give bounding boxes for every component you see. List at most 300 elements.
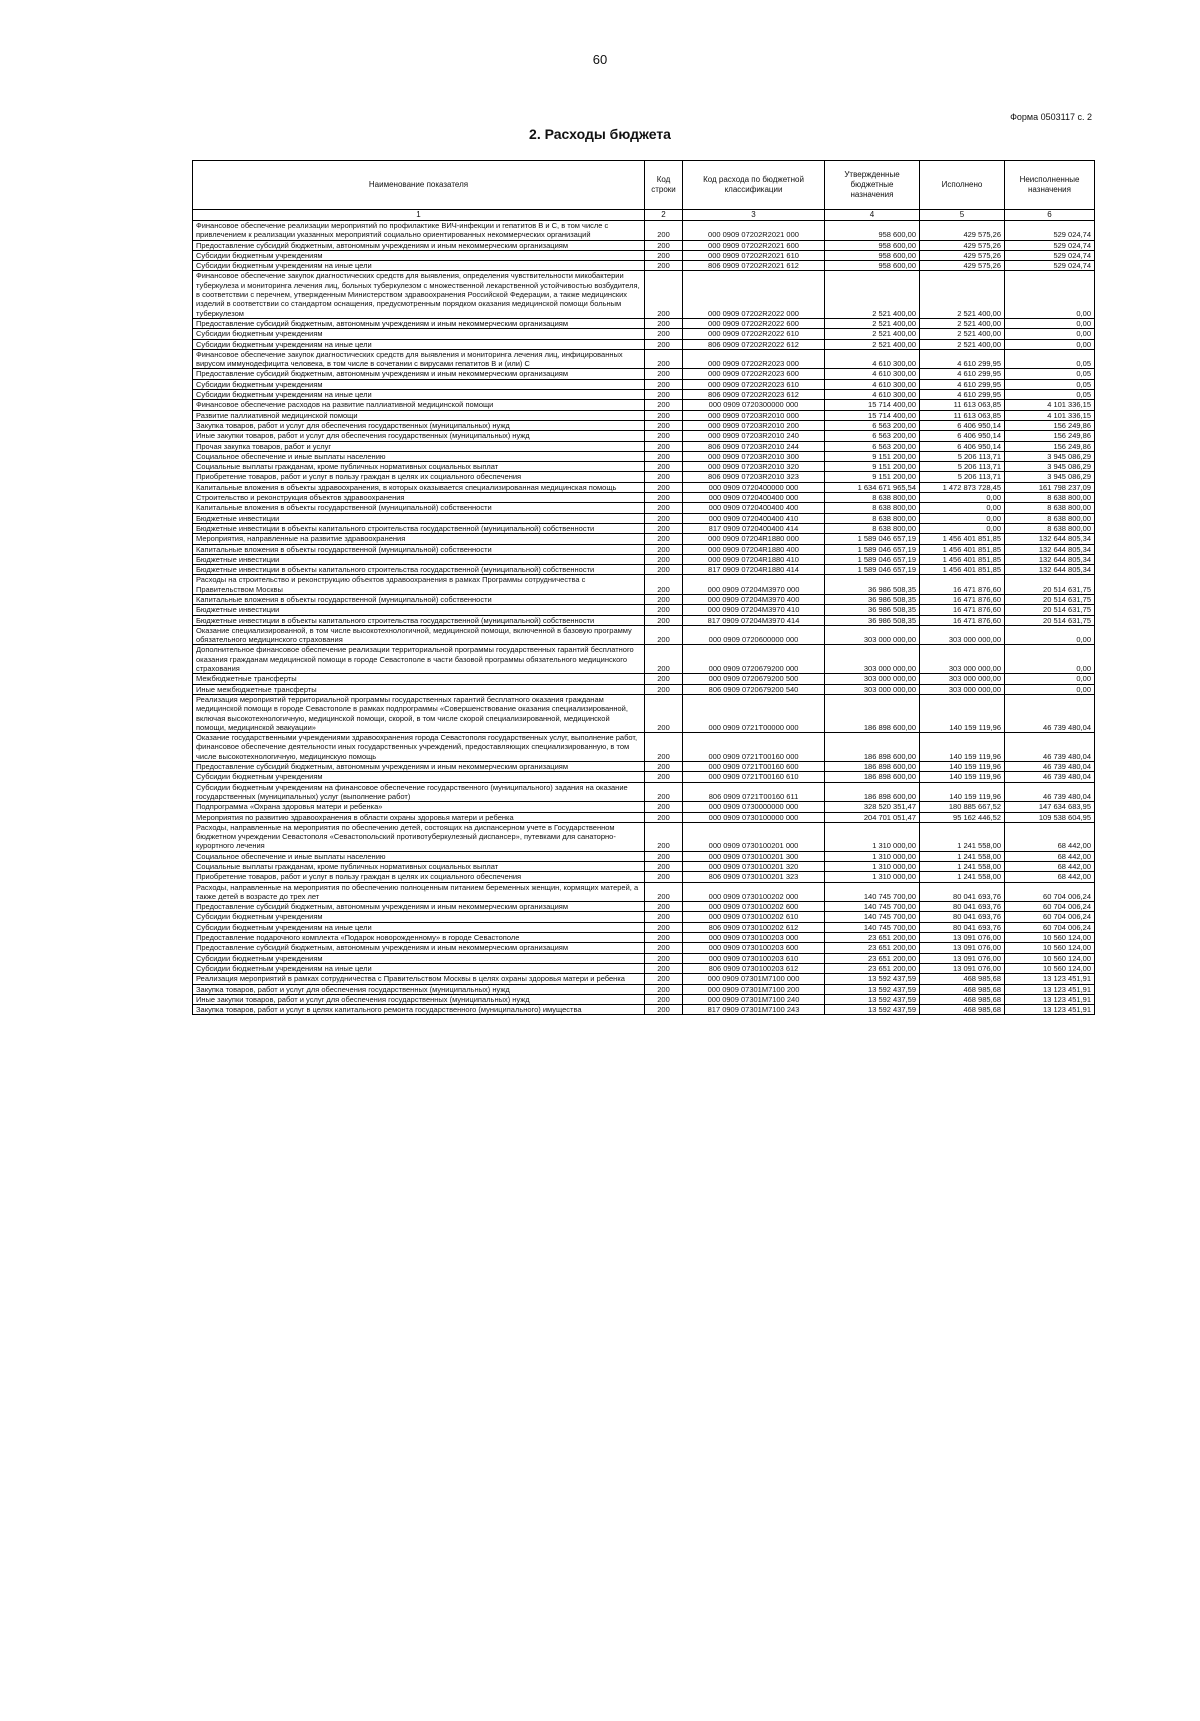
row-approved: 1 589 046 657,19 (825, 534, 920, 544)
table-row (193, 922, 1095, 932)
row-classification-code: 806 0909 07203R2010 244 (683, 441, 825, 451)
row-line-code: 200 (645, 943, 683, 953)
row-unexecuted: 60 704 006,24 (1005, 922, 1095, 932)
row-classification-code: 000 0909 07202R2023 600 (683, 369, 825, 379)
row-approved: 8 638 800,00 (825, 493, 920, 503)
row-line-code: 200 (645, 615, 683, 625)
row-line-code: 200 (645, 772, 683, 782)
row-line-code: 200 (645, 410, 683, 420)
row-approved: 6 563 200,00 (825, 441, 920, 451)
row-line-code: 200 (645, 554, 683, 564)
row-unexecuted: 8 638 800,00 (1005, 503, 1095, 513)
table-row (193, 250, 1095, 260)
row-line-code: 200 (645, 872, 683, 882)
table-row (193, 802, 1095, 812)
row-executed: 4 610 299,95 (920, 369, 1005, 379)
table-row (193, 733, 1095, 762)
page-number: 60 (592, 52, 608, 67)
row-executed: 140 159 119,96 (920, 733, 1005, 762)
table-row (193, 472, 1095, 482)
row-line-code: 200 (645, 994, 683, 1004)
row-approved: 1 310 000,00 (825, 862, 920, 872)
row-line-code: 200 (645, 431, 683, 441)
row-executed: 429 575,26 (920, 261, 1005, 271)
table-row (193, 912, 1095, 922)
form-code: Форма 0503117 с. 2 (1010, 112, 1092, 122)
row-name: Иные закупки товаров, работ и услуг для обеспечения государственных (муниципальных) нужд (193, 994, 645, 1004)
row-classification-code: 000 0909 07202R2023 610 (683, 379, 825, 389)
row-name: Субсидии бюджетным учреждениям на иные цели (193, 261, 645, 271)
column-number: 5 (920, 210, 1005, 221)
row-approved: 1 589 046 657,19 (825, 544, 920, 554)
row-name: Социальное обеспечение и иные выплаты населению (193, 851, 645, 861)
row-name: Приобретение товаров, работ и услуг в пользу граждан в целях их социального обеспечения (193, 472, 645, 482)
table-row (193, 684, 1095, 694)
row-name: Закупка товаров, работ и услуг для обеспечения государственных (муниципальных) нужд (193, 984, 645, 994)
row-unexecuted: 529 024,74 (1005, 250, 1095, 260)
table-row (193, 933, 1095, 943)
row-executed: 1 241 558,00 (920, 851, 1005, 861)
row-name: Закупка товаров, работ и услуг в целях капитального ремонта государственного (муниципального) имущества (193, 1005, 645, 1015)
table-row (193, 625, 1095, 645)
row-approved: 6 563 200,00 (825, 420, 920, 430)
row-classification-code: 806 0909 0721T00160 611 (683, 782, 825, 802)
row-unexecuted: 0,00 (1005, 674, 1095, 684)
row-classification-code: 000 0909 0730100203 610 (683, 953, 825, 963)
row-unexecuted: 132 644 805,34 (1005, 534, 1095, 544)
row-classification-code: 000 0909 0730100203 600 (683, 943, 825, 953)
row-name: Оказание государственными учреждениями здравоохранения города Севастополя государственных услуг, выполнение работ, финансовое обеспечение деятельности иных государственных учреждений, предоставляющих специализированную, в том числе высокотехнологичную, медицинскую помощь (193, 733, 645, 762)
row-classification-code: 000 0909 07204M3970 000 (683, 575, 825, 595)
table-row (193, 271, 1095, 318)
row-name: Бюджетные инвестиции в объекты капитального строительства государственной (муниципальной) собственности (193, 565, 645, 575)
row-line-code: 200 (645, 472, 683, 482)
row-classification-code: 000 0909 07202R2022 600 (683, 318, 825, 328)
row-approved: 140 745 700,00 (825, 912, 920, 922)
table-row (193, 902, 1095, 912)
row-name: Капитальные вложения в объекты здравоохранения, в которых оказывается специализированная медицинская помощь (193, 482, 645, 492)
row-approved: 1 634 671 965,54 (825, 482, 920, 492)
row-unexecuted: 68 442,00 (1005, 862, 1095, 872)
row-unexecuted: 0,00 (1005, 625, 1095, 645)
row-unexecuted: 68 442,00 (1005, 822, 1095, 851)
row-line-code: 200 (645, 379, 683, 389)
row-executed: 16 471 876,60 (920, 605, 1005, 615)
row-classification-code: 000 0909 0721T00160 610 (683, 772, 825, 782)
row-unexecuted: 0,05 (1005, 379, 1095, 389)
table-row (193, 441, 1095, 451)
table-row (193, 523, 1095, 533)
row-unexecuted: 13 123 451,91 (1005, 984, 1095, 994)
row-executed: 6 406 950,14 (920, 420, 1005, 430)
row-executed: 2 521 400,00 (920, 339, 1005, 349)
row-approved: 36 986 508,35 (825, 605, 920, 615)
row-classification-code: 000 0909 0720600000 000 (683, 625, 825, 645)
row-executed: 1 456 401 851,85 (920, 554, 1005, 564)
table-row (193, 379, 1095, 389)
table-row (193, 984, 1095, 994)
row-line-code: 200 (645, 1005, 683, 1015)
row-executed: 5 206 113,71 (920, 462, 1005, 472)
row-unexecuted: 109 538 604,95 (1005, 812, 1095, 822)
row-executed: 468 985,68 (920, 974, 1005, 984)
column-number-row (193, 210, 1095, 221)
row-name: Предоставление субсидий бюджетным, автономным учреждениям и иным некоммерческим организациям (193, 240, 645, 250)
row-classification-code: 000 0909 0730100201 000 (683, 822, 825, 851)
row-approved: 1 310 000,00 (825, 822, 920, 851)
row-line-code: 200 (645, 503, 683, 513)
column-number: 1 (193, 210, 645, 221)
budget-expenses-table (192, 160, 1095, 1015)
row-line-code: 200 (645, 349, 683, 369)
row-unexecuted: 3 945 086,29 (1005, 451, 1095, 461)
row-classification-code: 000 0909 0720679200 000 (683, 645, 825, 674)
row-name: Реализация мероприятий в рамках сотрудничества с Правительством Москвы в целях охраны здоровья матери и ребенка (193, 974, 645, 984)
row-unexecuted: 60 704 006,24 (1005, 882, 1095, 902)
row-line-code: 200 (645, 862, 683, 872)
row-unexecuted: 46 739 480,04 (1005, 782, 1095, 802)
row-approved: 4 610 300,00 (825, 390, 920, 400)
table-row (193, 339, 1095, 349)
row-approved: 1 589 046 657,19 (825, 554, 920, 564)
row-classification-code: 000 0909 0720400400 400 (683, 503, 825, 513)
table-row (193, 994, 1095, 1004)
row-line-code: 200 (645, 493, 683, 503)
row-classification-code: 000 0909 07203R2010 240 (683, 431, 825, 441)
row-approved: 303 000 000,00 (825, 674, 920, 684)
row-name: Финансовое обеспечение реализации мероприятий по профилактике ВИЧ-инфекции и гепатитов B и C, в том числе с привлечением к реализации указанных мероприятий социально ориентированных некоммерческих организаций (193, 221, 645, 241)
row-unexecuted: 0,00 (1005, 339, 1095, 349)
row-line-code: 200 (645, 912, 683, 922)
row-approved: 303 000 000,00 (825, 625, 920, 645)
row-name: Дополнительное финансовое обеспечение реализации территориальной программы государственных гарантий бесплатного оказания гражданам медицинской помощи в городе Севастополе в части базовой программы обязательного медицинского страхования (193, 645, 645, 674)
row-unexecuted: 20 514 631,75 (1005, 605, 1095, 615)
row-classification-code: 000 0909 0720400400 410 (683, 513, 825, 523)
row-approved: 186 898 600,00 (825, 772, 920, 782)
row-name: Субсидии бюджетным учреждениям (193, 912, 645, 922)
row-line-code: 200 (645, 420, 683, 430)
table-row (193, 615, 1095, 625)
row-approved: 23 651 200,00 (825, 943, 920, 953)
row-classification-code: 000 0909 07203R2010 200 (683, 420, 825, 430)
table-row (193, 240, 1095, 250)
row-classification-code: 000 0909 0730100202 600 (683, 902, 825, 912)
row-line-code: 200 (645, 390, 683, 400)
row-classification-code: 000 0909 0730100202 610 (683, 912, 825, 922)
row-executed: 6 406 950,14 (920, 431, 1005, 441)
row-classification-code: 817 0909 07301M7100 243 (683, 1005, 825, 1015)
row-classification-code: 806 0909 07203R2010 323 (683, 472, 825, 482)
row-executed: 429 575,26 (920, 250, 1005, 260)
table-row (193, 694, 1095, 732)
row-approved: 9 151 200,00 (825, 472, 920, 482)
row-name: Приобретение товаров, работ и услуг в пользу граждан в целях их социального обеспечения (193, 872, 645, 882)
row-approved: 9 151 200,00 (825, 451, 920, 461)
row-line-code: 200 (645, 523, 683, 533)
row-line-code: 200 (645, 329, 683, 339)
row-name: Подпрограмма «Охрана здоровья матери и ребенка» (193, 802, 645, 812)
row-classification-code: 000 0909 0730100202 000 (683, 882, 825, 902)
row-name: Субсидии бюджетным учреждениям (193, 953, 645, 963)
row-classification-code: 000 0909 0720679200 500 (683, 674, 825, 684)
row-executed: 0,00 (920, 503, 1005, 513)
row-approved: 13 592 437,59 (825, 974, 920, 984)
table-row (193, 882, 1095, 902)
table-row (193, 318, 1095, 328)
row-name: Расходы, направленные на мероприятия по обеспечению детей, состоящих на диспансерном учете в Государственном бюджетном учреждении Севастополя «Севастопольский противотуберкулезный диспансер», путевками для санаторно-курортного лечения (193, 822, 645, 851)
row-line-code: 200 (645, 782, 683, 802)
row-unexecuted: 20 514 631,75 (1005, 575, 1095, 595)
row-line-code: 200 (645, 261, 683, 271)
row-line-code: 200 (645, 318, 683, 328)
row-executed: 6 406 950,14 (920, 441, 1005, 451)
row-classification-code: 000 0909 0730100203 000 (683, 933, 825, 943)
row-unexecuted: 156 249,86 (1005, 441, 1095, 451)
row-approved: 186 898 600,00 (825, 733, 920, 762)
row-name: Бюджетные инвестиции (193, 605, 645, 615)
row-classification-code: 000 0909 0720300000 000 (683, 400, 825, 410)
row-line-code: 200 (645, 544, 683, 554)
row-unexecuted: 0,05 (1005, 369, 1095, 379)
row-unexecuted: 46 739 480,04 (1005, 694, 1095, 732)
table-row (193, 851, 1095, 861)
column-number: 2 (645, 210, 683, 221)
table-body (193, 221, 1095, 1015)
table-row (193, 410, 1095, 420)
table-row (193, 782, 1095, 802)
row-classification-code: 806 0909 0730100201 323 (683, 872, 825, 882)
row-classification-code: 000 0909 0730100000 000 (683, 812, 825, 822)
row-classification-code: 000 0909 07202R2021 610 (683, 250, 825, 260)
row-name: Социальные выплаты гражданам, кроме публичных нормативных социальных выплат (193, 862, 645, 872)
row-classification-code: 000 0909 07204M3970 410 (683, 605, 825, 615)
row-line-code: 200 (645, 250, 683, 260)
row-approved: 140 745 700,00 (825, 902, 920, 912)
row-classification-code: 000 0909 07203R2010 300 (683, 451, 825, 461)
row-executed: 1 456 401 851,85 (920, 534, 1005, 544)
row-name: Предоставление субсидий бюджетным, автономным учреждениям и иным некоммерческим организациям (193, 762, 645, 772)
row-executed: 2 521 400,00 (920, 318, 1005, 328)
row-unexecuted: 161 798 237,09 (1005, 482, 1095, 492)
row-approved: 4 610 300,00 (825, 369, 920, 379)
row-executed: 16 471 876,60 (920, 575, 1005, 595)
row-executed: 16 471 876,60 (920, 594, 1005, 604)
table-row (193, 565, 1095, 575)
row-unexecuted: 20 514 631,75 (1005, 615, 1095, 625)
table-row (193, 872, 1095, 882)
row-classification-code: 806 0909 07202R2023 612 (683, 390, 825, 400)
column-number: 3 (683, 210, 825, 221)
row-executed: 468 985,68 (920, 984, 1005, 994)
row-classification-code: 806 0909 0720679200 540 (683, 684, 825, 694)
row-classification-code: 000 0909 0720400000 000 (683, 482, 825, 492)
row-line-code: 200 (645, 369, 683, 379)
row-name: Бюджетные инвестиции в объекты капитального строительства государственной (муниципальной) собственности (193, 523, 645, 533)
header-approved: Утвержденные бюджетные назначения (825, 161, 920, 210)
row-approved: 958 600,00 (825, 221, 920, 241)
row-approved: 1 310 000,00 (825, 872, 920, 882)
row-line-code: 200 (645, 974, 683, 984)
row-approved: 2 521 400,00 (825, 329, 920, 339)
row-unexecuted: 20 514 631,75 (1005, 594, 1095, 604)
row-classification-code: 000 0909 07301M7100 240 (683, 994, 825, 1004)
row-name: Субсидии бюджетным учреждениям (193, 329, 645, 339)
row-approved: 8 638 800,00 (825, 513, 920, 523)
row-unexecuted: 10 560 124,00 (1005, 933, 1095, 943)
row-classification-code: 000 0909 07202R2022 610 (683, 329, 825, 339)
row-approved: 958 600,00 (825, 240, 920, 250)
row-name: Мероприятия, направленные на развитие здравоохранения (193, 534, 645, 544)
row-unexecuted: 0,00 (1005, 684, 1095, 694)
row-name: Строительство и реконструкция объектов здравоохранения (193, 493, 645, 503)
row-executed: 4 610 299,95 (920, 390, 1005, 400)
row-approved: 1 589 046 657,19 (825, 565, 920, 575)
row-line-code: 200 (645, 594, 683, 604)
row-line-code: 200 (645, 812, 683, 822)
row-line-code: 200 (645, 984, 683, 994)
row-executed: 303 000 000,00 (920, 625, 1005, 645)
column-number: 4 (825, 210, 920, 221)
row-executed: 1 472 873 728,45 (920, 482, 1005, 492)
header-row (193, 161, 1095, 210)
row-line-code: 200 (645, 963, 683, 973)
table-row (193, 674, 1095, 684)
row-executed: 468 985,68 (920, 1005, 1005, 1015)
row-executed: 1 456 401 851,85 (920, 565, 1005, 575)
row-classification-code: 000 0909 0721T00000 000 (683, 694, 825, 732)
header-unexecuted: Неисполненные назначения (1005, 161, 1095, 210)
row-executed: 180 885 667,52 (920, 802, 1005, 812)
row-name: Закупка товаров, работ и услуг для обеспечения государственных (муниципальных) нужд (193, 420, 645, 430)
row-unexecuted: 156 249,86 (1005, 431, 1095, 441)
row-approved: 958 600,00 (825, 261, 920, 271)
row-name: Предоставление субсидий бюджетным, автономным учреждениям и иным некоммерческим организациям (193, 943, 645, 953)
row-executed: 140 159 119,96 (920, 694, 1005, 732)
row-classification-code: 000 0909 07204R1880 000 (683, 534, 825, 544)
table-row (193, 329, 1095, 339)
row-executed: 11 613 063,85 (920, 410, 1005, 420)
row-unexecuted: 132 644 805,34 (1005, 565, 1095, 575)
table-row (193, 974, 1095, 984)
row-approved: 140 745 700,00 (825, 882, 920, 902)
row-line-code: 200 (645, 822, 683, 851)
row-approved: 13 592 437,59 (825, 994, 920, 1004)
table-row (193, 534, 1095, 544)
row-unexecuted: 46 739 480,04 (1005, 733, 1095, 762)
row-line-code: 200 (645, 240, 683, 250)
row-executed: 5 206 113,71 (920, 451, 1005, 461)
row-name: Развитие паллиативной медицинской помощи (193, 410, 645, 420)
row-approved: 328 520 351,47 (825, 802, 920, 812)
row-name: Капитальные вложения в объекты государственной (муниципальной) собственности (193, 544, 645, 554)
row-classification-code: 806 0909 0730100202 612 (683, 922, 825, 932)
row-line-code: 200 (645, 565, 683, 575)
table-row (193, 349, 1095, 369)
table-row (193, 462, 1095, 472)
row-executed: 2 521 400,00 (920, 271, 1005, 318)
table-row (193, 554, 1095, 564)
row-classification-code: 817 0909 07204M3970 414 (683, 615, 825, 625)
row-unexecuted: 132 644 805,34 (1005, 544, 1095, 554)
row-approved: 4 610 300,00 (825, 349, 920, 369)
table-row (193, 645, 1095, 674)
row-unexecuted: 13 123 451,91 (1005, 1005, 1095, 1015)
row-unexecuted: 0,05 (1005, 349, 1095, 369)
row-unexecuted: 46 739 480,04 (1005, 762, 1095, 772)
row-executed: 80 041 693,76 (920, 902, 1005, 912)
row-executed: 140 159 119,96 (920, 772, 1005, 782)
row-name: Прочая закупка товаров, работ и услуг (193, 441, 645, 451)
column-number: 6 (1005, 210, 1095, 221)
row-name: Бюджетные инвестиции (193, 513, 645, 523)
row-name: Капитальные вложения в объекты государственной (муниципальной) собственности (193, 503, 645, 513)
row-line-code: 200 (645, 339, 683, 349)
table-row (193, 762, 1095, 772)
row-name: Бюджетные инвестиции (193, 554, 645, 564)
table-row (193, 862, 1095, 872)
row-classification-code: 000 0909 0730100201 300 (683, 851, 825, 861)
row-approved: 186 898 600,00 (825, 694, 920, 732)
row-executed: 303 000 000,00 (920, 684, 1005, 694)
row-executed: 95 162 446,52 (920, 812, 1005, 822)
row-line-code: 200 (645, 733, 683, 762)
row-executed: 16 471 876,60 (920, 615, 1005, 625)
row-classification-code: 817 0909 07204R1880 414 (683, 565, 825, 575)
row-line-code: 200 (645, 534, 683, 544)
row-approved: 8 638 800,00 (825, 523, 920, 533)
row-name: Иные закупки товаров, работ и услуг для обеспечения государственных (муниципальных) нужд (193, 431, 645, 441)
row-name: Субсидии бюджетным учреждениям на иные цели (193, 339, 645, 349)
row-line-code: 200 (645, 953, 683, 963)
row-approved: 6 563 200,00 (825, 431, 920, 441)
row-name: Субсидии бюджетным учреждениям на иные цели (193, 390, 645, 400)
row-line-code: 200 (645, 762, 683, 772)
row-classification-code: 000 0909 07204R1880 410 (683, 554, 825, 564)
table-row (193, 451, 1095, 461)
row-name: Иные межбюджетные трансферты (193, 684, 645, 694)
row-classification-code: 000 0909 0730100201 320 (683, 862, 825, 872)
table-row (193, 772, 1095, 782)
row-classification-code: 000 0909 07204M3970 400 (683, 594, 825, 604)
table-row (193, 261, 1095, 271)
row-line-code: 200 (645, 674, 683, 684)
row-unexecuted: 60 704 006,24 (1005, 902, 1095, 912)
row-name: Предоставление субсидий бюджетным, автономным учреждениям и иным некоммерческим организациям (193, 369, 645, 379)
table-row (193, 369, 1095, 379)
row-line-code: 200 (645, 462, 683, 472)
row-executed: 5 206 113,71 (920, 472, 1005, 482)
table-row (193, 493, 1095, 503)
row-executed: 468 985,68 (920, 994, 1005, 1004)
row-line-code: 200 (645, 575, 683, 595)
row-approved: 2 521 400,00 (825, 318, 920, 328)
row-line-code: 200 (645, 882, 683, 902)
row-approved: 186 898 600,00 (825, 762, 920, 772)
table-row (193, 605, 1095, 615)
table-row (193, 420, 1095, 430)
row-name: Финансовое обеспечение расходов на развитие паллиативной медицинской помощи (193, 400, 645, 410)
row-name: Субсидии бюджетным учреждениям на иные цели (193, 922, 645, 932)
row-unexecuted: 3 945 086,29 (1005, 472, 1095, 482)
row-name: Оказание специализированной, в том числе высокотехнологичной, медицинской помощи, включенной в базовую программу обязательного медицинского страхования (193, 625, 645, 645)
row-unexecuted: 0,00 (1005, 318, 1095, 328)
table-row (193, 400, 1095, 410)
row-executed: 0,00 (920, 513, 1005, 523)
table-row (193, 503, 1095, 513)
row-line-code: 200 (645, 851, 683, 861)
header-indicator-name: Наименование показателя (193, 161, 645, 210)
row-executed: 429 575,26 (920, 240, 1005, 250)
